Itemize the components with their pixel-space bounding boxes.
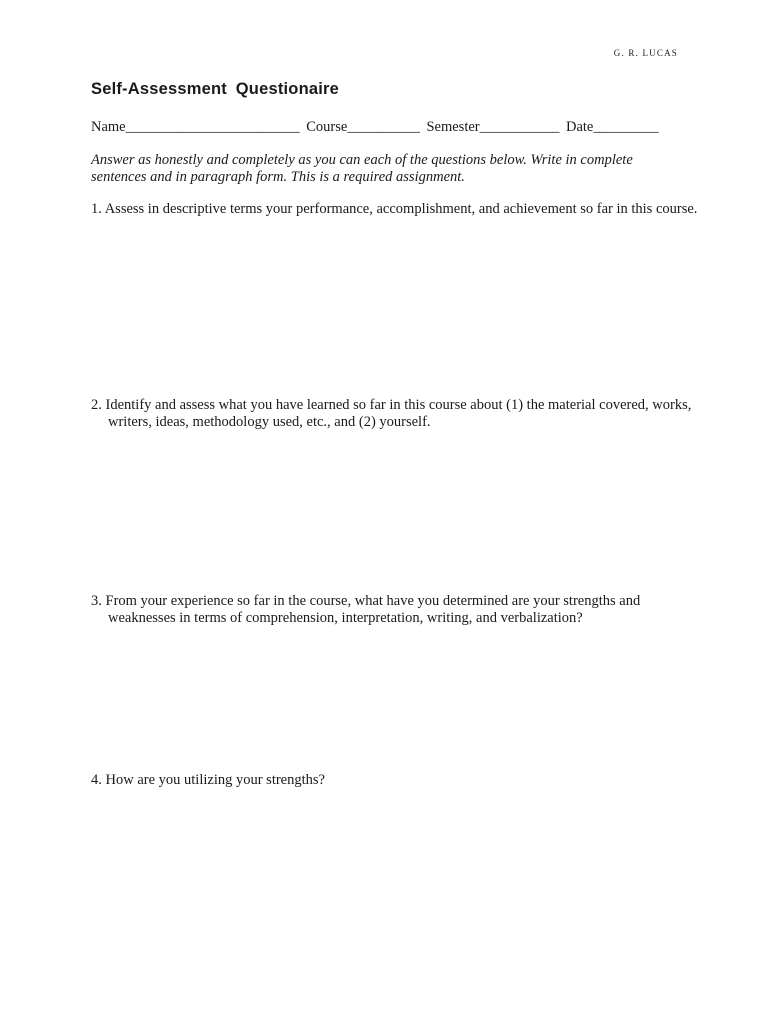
semester-field[interactable]: Semester___________ [426,119,560,135]
question-3: 3. From your experience so far in the course, what have you determined are your strengths and weaknesses in terms of comprehension, interpretation, writing, and verbalization? [91,593,641,626]
question-4: 4. How are you utilizing your strengths? [91,772,325,788]
instructions-text: Answer as honestly and completely as you can each of the questions below. Write in complete sentences and in paragraph form. This is a required assignment. [91,152,633,185]
author-header: G. R. LUCAS [613,48,678,58]
page-title: Self-Assessment Questionaire [91,80,340,98]
student-info-fields [91,119,662,136]
date-field[interactable]: Date_________ [566,119,659,135]
question-1: 1. Assess in descriptive terms your performance, accomplishment, and achievement so far in this course. [91,201,698,217]
name-field[interactable]: Name________________________ [91,119,300,135]
course-field[interactable]: Course__________ [306,119,420,135]
question-2: 2. Identify and assess what you have learned so far in this course about (1) the material covered, works, writers, ideas, methodology used, etc., and (2) yourself. [91,397,692,430]
